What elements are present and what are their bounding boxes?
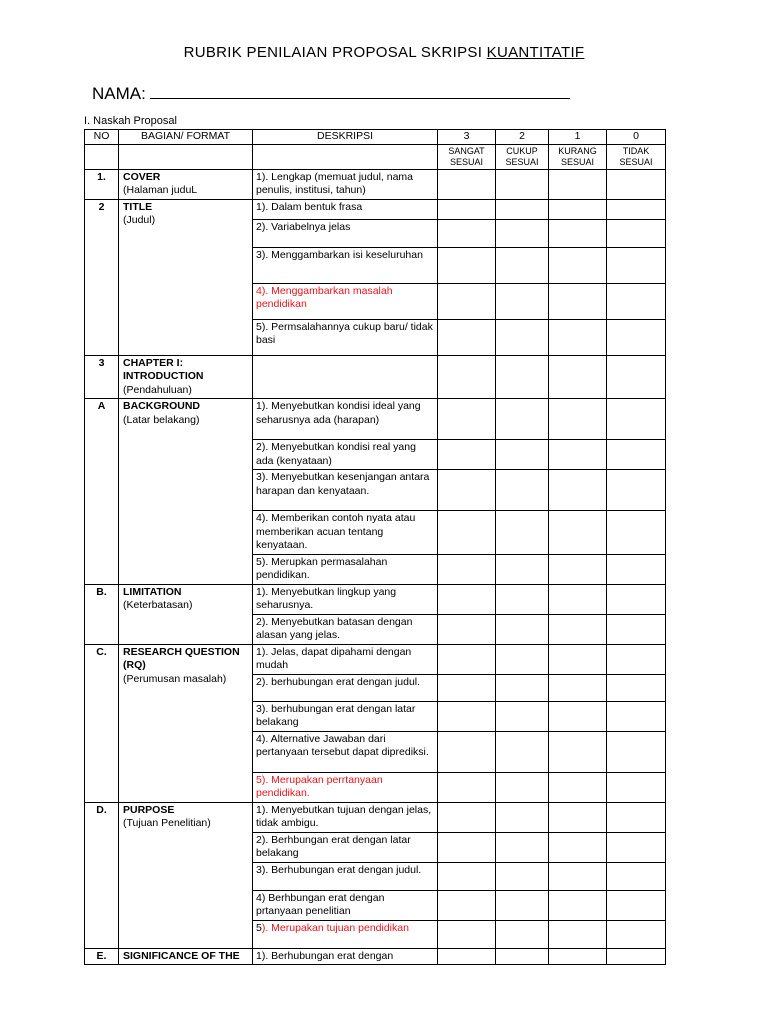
row-number: E. bbox=[85, 948, 119, 965]
bagian-format bbox=[119, 584, 253, 644]
bagian-title: SIGNIFICANCE OF THE bbox=[123, 949, 240, 962]
rubric-body bbox=[85, 169, 666, 965]
score-cell[interactable] bbox=[496, 399, 549, 440]
description-cell bbox=[253, 219, 438, 247]
score-cell[interactable] bbox=[607, 701, 666, 731]
score-cell[interactable] bbox=[496, 355, 549, 399]
score-cell[interactable] bbox=[496, 440, 549, 470]
score-cell[interactable] bbox=[607, 219, 666, 247]
description-text: 1). Jelas, dapat dipahami dengan mudah bbox=[256, 645, 412, 671]
description-text: 5). Merupkan permasalahan pendidikan. bbox=[256, 555, 388, 581]
score-cell[interactable] bbox=[607, 355, 666, 399]
score-cell[interactable] bbox=[607, 731, 666, 772]
description-cell bbox=[253, 399, 438, 440]
table-row bbox=[85, 355, 666, 399]
description-cell bbox=[253, 802, 438, 832]
description-cell bbox=[253, 920, 438, 948]
description-cell bbox=[253, 614, 438, 644]
score-cell[interactable] bbox=[549, 199, 607, 219]
subheader-row bbox=[85, 144, 666, 169]
score-cell[interactable] bbox=[496, 731, 549, 772]
bagian-format bbox=[119, 802, 253, 948]
description-text: ). Merupakan tujuan pendidikan bbox=[261, 921, 409, 934]
subheader-cukup-sesuai: CUKUP SESUAI bbox=[496, 144, 549, 169]
score-cell[interactable] bbox=[549, 731, 607, 772]
description-text: 2). Menyebutkan kondisi real yang ada (kenyataan) bbox=[256, 441, 416, 467]
bagian-title: COVER bbox=[123, 170, 161, 183]
score-cell[interactable] bbox=[438, 554, 496, 584]
section-label: I. Naskah Proposal bbox=[84, 115, 177, 127]
row-number: 2 bbox=[85, 199, 119, 355]
score-cell[interactable] bbox=[496, 584, 549, 614]
subheader-sangat-sesuai: SANGAT SESUAI bbox=[438, 144, 496, 169]
table-row bbox=[85, 199, 666, 219]
description-cell bbox=[253, 470, 438, 511]
score-cell[interactable] bbox=[438, 511, 496, 555]
score-cell[interactable] bbox=[438, 802, 496, 832]
description-cell bbox=[253, 832, 438, 862]
score-cell[interactable] bbox=[438, 890, 496, 920]
score-cell[interactable] bbox=[496, 701, 549, 731]
score-cell[interactable] bbox=[607, 399, 666, 440]
header-score-0: 0 bbox=[607, 130, 666, 145]
description-text: 4) Berhbungan erat dengan prtanyaan penelitian bbox=[256, 891, 385, 917]
description-cell bbox=[253, 701, 438, 731]
score-cell[interactable] bbox=[496, 199, 549, 219]
score-cell[interactable] bbox=[549, 440, 607, 470]
bagian-title: CHAPTER I: INTRODUCTION bbox=[123, 356, 204, 382]
header-score-2: 2 bbox=[496, 130, 549, 145]
description-text: 5). Permsalahannya cukup baru/ tidak basi bbox=[256, 320, 433, 346]
description-text: 1). Berhubungan erat dengan bbox=[256, 949, 394, 962]
score-cell[interactable] bbox=[549, 554, 607, 584]
table-row bbox=[85, 399, 666, 440]
bagian-translation: (Latar belakang) bbox=[123, 413, 200, 426]
bagian-translation: (Tujuan Penelitian) bbox=[123, 817, 211, 829]
bagian-format bbox=[119, 644, 253, 802]
score-cell[interactable] bbox=[607, 920, 666, 948]
score-cell[interactable] bbox=[438, 440, 496, 470]
row-number: D. bbox=[85, 802, 119, 948]
score-cell[interactable] bbox=[438, 319, 496, 355]
bagian-format bbox=[119, 199, 253, 355]
score-cell[interactable] bbox=[438, 169, 496, 199]
score-cell[interactable] bbox=[607, 319, 666, 355]
bagian-translation: (Perumusan masalah) bbox=[123, 672, 227, 685]
score-cell[interactable] bbox=[438, 470, 496, 511]
nama-blank-line bbox=[150, 84, 570, 99]
table-row bbox=[85, 644, 666, 674]
score-cell[interactable] bbox=[496, 862, 549, 890]
header-row bbox=[85, 130, 666, 145]
score-cell[interactable] bbox=[607, 554, 666, 584]
score-cell[interactable] bbox=[438, 219, 496, 247]
score-cell[interactable] bbox=[496, 219, 549, 247]
description-text: 4). Alternative Jawaban dari pertanyaan tersebut dapat diprediksi. bbox=[256, 732, 429, 758]
score-cell[interactable] bbox=[438, 614, 496, 644]
row-number: B. bbox=[85, 584, 119, 644]
header-deskripsi: DESKRIPSI bbox=[253, 130, 438, 145]
description-text: 3). berhubungan erat dengan latar belakang bbox=[256, 702, 416, 728]
score-cell[interactable] bbox=[496, 283, 549, 319]
score-cell[interactable] bbox=[549, 399, 607, 440]
description-cell bbox=[253, 772, 438, 802]
score-cell[interactable] bbox=[438, 283, 496, 319]
bagian-format bbox=[119, 355, 253, 399]
description-text: 5). Merupakan perrtanyaan pendidikan. bbox=[256, 773, 383, 799]
score-cell[interactable] bbox=[607, 890, 666, 920]
score-cell[interactable] bbox=[438, 832, 496, 862]
score-cell[interactable] bbox=[549, 470, 607, 511]
score-cell[interactable] bbox=[549, 832, 607, 862]
score-cell[interactable] bbox=[549, 614, 607, 644]
score-cell[interactable] bbox=[549, 948, 607, 965]
description-cell bbox=[253, 731, 438, 772]
table-row bbox=[85, 584, 666, 614]
rubric-table bbox=[84, 129, 666, 965]
document-title bbox=[0, 44, 768, 61]
description-cell bbox=[253, 890, 438, 920]
score-cell[interactable] bbox=[496, 319, 549, 355]
bagian-translation: (Judul) bbox=[123, 214, 156, 226]
row-number: 3 bbox=[85, 355, 119, 399]
score-cell[interactable] bbox=[549, 674, 607, 701]
description-cell bbox=[253, 169, 438, 199]
description-text: 1). Lengkap (memuat judul, nama penulis, institusi, tahun) bbox=[256, 170, 414, 196]
row-number: A bbox=[85, 399, 119, 585]
score-cell[interactable] bbox=[607, 674, 666, 701]
score-cell[interactable] bbox=[438, 948, 496, 965]
score-cell[interactable] bbox=[438, 247, 496, 283]
description-text: 1). Menyebutkan lingkup yang seharusnya. bbox=[256, 585, 397, 611]
score-cell[interactable] bbox=[438, 584, 496, 614]
subheader-empty bbox=[85, 144, 119, 169]
score-cell[interactable] bbox=[438, 772, 496, 802]
description-text: 2). Berhbungan erat dengan latar belakang bbox=[256, 833, 411, 859]
score-cell[interactable] bbox=[607, 440, 666, 470]
score-cell[interactable] bbox=[496, 832, 549, 862]
description-cell bbox=[253, 948, 438, 965]
bagian-format bbox=[119, 169, 253, 199]
description-text: 4). Memberikan contoh nyata atau memberikan acuan tentang kenyataan. bbox=[256, 512, 416, 551]
score-cell[interactable] bbox=[549, 862, 607, 890]
description-cell bbox=[253, 319, 438, 355]
score-cell[interactable] bbox=[496, 802, 549, 832]
description-cell bbox=[253, 674, 438, 701]
description-text: 1). Menyebutkan kondisi ideal yang seharusnya ada (harapan) bbox=[256, 400, 421, 426]
score-cell[interactable] bbox=[607, 862, 666, 890]
bagian-translation: (Halaman juduL bbox=[123, 184, 198, 196]
score-cell[interactable] bbox=[438, 920, 496, 948]
score-cell[interactable] bbox=[607, 644, 666, 674]
score-cell[interactable] bbox=[496, 948, 549, 965]
description-cell bbox=[253, 511, 438, 555]
header-no: NO bbox=[85, 130, 119, 145]
title-underlined: KUANTITATIF bbox=[486, 44, 585, 61]
score-cell[interactable] bbox=[549, 319, 607, 355]
header-score-1: 1 bbox=[549, 130, 607, 145]
description-text: 3). Menggambarkan isi keseluruhan bbox=[256, 248, 423, 261]
score-cell[interactable] bbox=[496, 644, 549, 674]
score-cell[interactable] bbox=[549, 890, 607, 920]
score-cell[interactable] bbox=[496, 169, 549, 199]
description-text: 4). Menggambarkan masalah pendidikan bbox=[256, 284, 393, 310]
score-cell[interactable] bbox=[549, 701, 607, 731]
score-cell[interactable] bbox=[438, 674, 496, 701]
row-number: 1. bbox=[85, 169, 119, 199]
score-cell[interactable] bbox=[496, 554, 549, 584]
score-cell[interactable] bbox=[549, 355, 607, 399]
bagian-translation: (Pendahuluan) bbox=[123, 383, 192, 396]
score-cell[interactable] bbox=[438, 355, 496, 399]
bagian-translation: (Keterbatasan) bbox=[123, 599, 193, 611]
score-cell[interactable] bbox=[549, 802, 607, 832]
description-cell bbox=[253, 283, 438, 319]
score-cell[interactable] bbox=[549, 219, 607, 247]
score-cell[interactable] bbox=[438, 399, 496, 440]
description-text: 3). Berhubungan erat dengan judul. bbox=[256, 863, 422, 876]
score-cell[interactable] bbox=[496, 920, 549, 948]
score-cell[interactable] bbox=[549, 283, 607, 319]
score-cell[interactable] bbox=[607, 247, 666, 283]
row-number: C. bbox=[85, 644, 119, 802]
score-cell[interactable] bbox=[607, 948, 666, 965]
score-cell[interactable] bbox=[549, 584, 607, 614]
description-text: 2). Variabelnya jelas bbox=[256, 220, 351, 233]
bagian-title: BACKGROUND bbox=[123, 400, 200, 412]
description-cell bbox=[253, 644, 438, 674]
table-row bbox=[85, 802, 666, 832]
score-cell[interactable] bbox=[607, 802, 666, 832]
score-cell[interactable] bbox=[549, 247, 607, 283]
description-text: 1). Menyebutkan tujuan dengan jelas, tidak ambigu. bbox=[256, 803, 432, 829]
score-cell[interactable] bbox=[438, 731, 496, 772]
score-cell[interactable] bbox=[496, 772, 549, 802]
bagian-title: RESEARCH QUESTION (RQ) bbox=[123, 645, 240, 671]
score-cell[interactable] bbox=[549, 920, 607, 948]
score-cell[interactable] bbox=[607, 614, 666, 644]
score-cell[interactable] bbox=[607, 584, 666, 614]
description-cell bbox=[253, 355, 438, 399]
score-cell[interactable] bbox=[607, 511, 666, 555]
bagian-format bbox=[119, 948, 253, 965]
score-cell[interactable] bbox=[496, 614, 549, 644]
score-cell[interactable] bbox=[496, 890, 549, 920]
title-main: RUBRIK PENILAIAN PROPOSAL SKRIPSI bbox=[183, 44, 483, 61]
score-cell[interactable] bbox=[607, 470, 666, 511]
score-cell[interactable] bbox=[549, 644, 607, 674]
score-cell[interactable] bbox=[496, 247, 549, 283]
nama-field bbox=[92, 84, 570, 104]
header-score-3: 3 bbox=[438, 130, 496, 145]
description-cell bbox=[253, 584, 438, 614]
score-cell[interactable] bbox=[438, 701, 496, 731]
score-cell[interactable] bbox=[496, 511, 549, 555]
score-cell[interactable] bbox=[438, 199, 496, 219]
description-text: 2). Menyebutkan batasan dengan alasan yang jelas. bbox=[256, 615, 413, 641]
subheader-empty bbox=[253, 144, 438, 169]
header-bagian: BAGIAN/ FORMAT bbox=[119, 130, 253, 145]
score-cell[interactable] bbox=[549, 169, 607, 199]
score-cell[interactable] bbox=[549, 772, 607, 802]
bagian-title: TITLE bbox=[123, 200, 153, 213]
table-row bbox=[85, 169, 666, 199]
nama-label: NAMA: bbox=[92, 84, 146, 103]
description-text: 3). Menyebutkan kesenjangan antara harapan dan kenyataan. bbox=[256, 471, 430, 497]
score-cell[interactable] bbox=[438, 862, 496, 890]
subheader-kurang-sesuai: KURANG SESUAI bbox=[549, 144, 607, 169]
score-cell[interactable] bbox=[607, 199, 666, 219]
bagian-title: LIMITATION bbox=[123, 585, 182, 598]
description-cell bbox=[253, 247, 438, 283]
description-text: 2). berhubungan erat dengan judul. bbox=[256, 675, 421, 688]
description-cell bbox=[253, 440, 438, 470]
score-cell[interactable] bbox=[607, 283, 666, 319]
description-cell bbox=[253, 199, 438, 219]
bagian-title: PURPOSE bbox=[123, 803, 175, 816]
bagian-format bbox=[119, 399, 253, 585]
score-cell[interactable] bbox=[607, 169, 666, 199]
table-row bbox=[85, 948, 666, 965]
score-cell[interactable] bbox=[496, 470, 549, 511]
score-cell[interactable] bbox=[496, 674, 549, 701]
score-cell[interactable] bbox=[549, 511, 607, 555]
score-cell[interactable] bbox=[607, 772, 666, 802]
description-text: 1). Dalam bentuk frasa bbox=[256, 200, 363, 213]
score-cell[interactable] bbox=[607, 832, 666, 862]
description-cell bbox=[253, 862, 438, 890]
description-prefix: 5 bbox=[256, 921, 262, 934]
subheader-tidak-sesuai: TIDAK SESUAI bbox=[607, 144, 666, 169]
description-cell bbox=[253, 554, 438, 584]
subheader-empty bbox=[119, 144, 253, 169]
score-cell[interactable] bbox=[438, 644, 496, 674]
